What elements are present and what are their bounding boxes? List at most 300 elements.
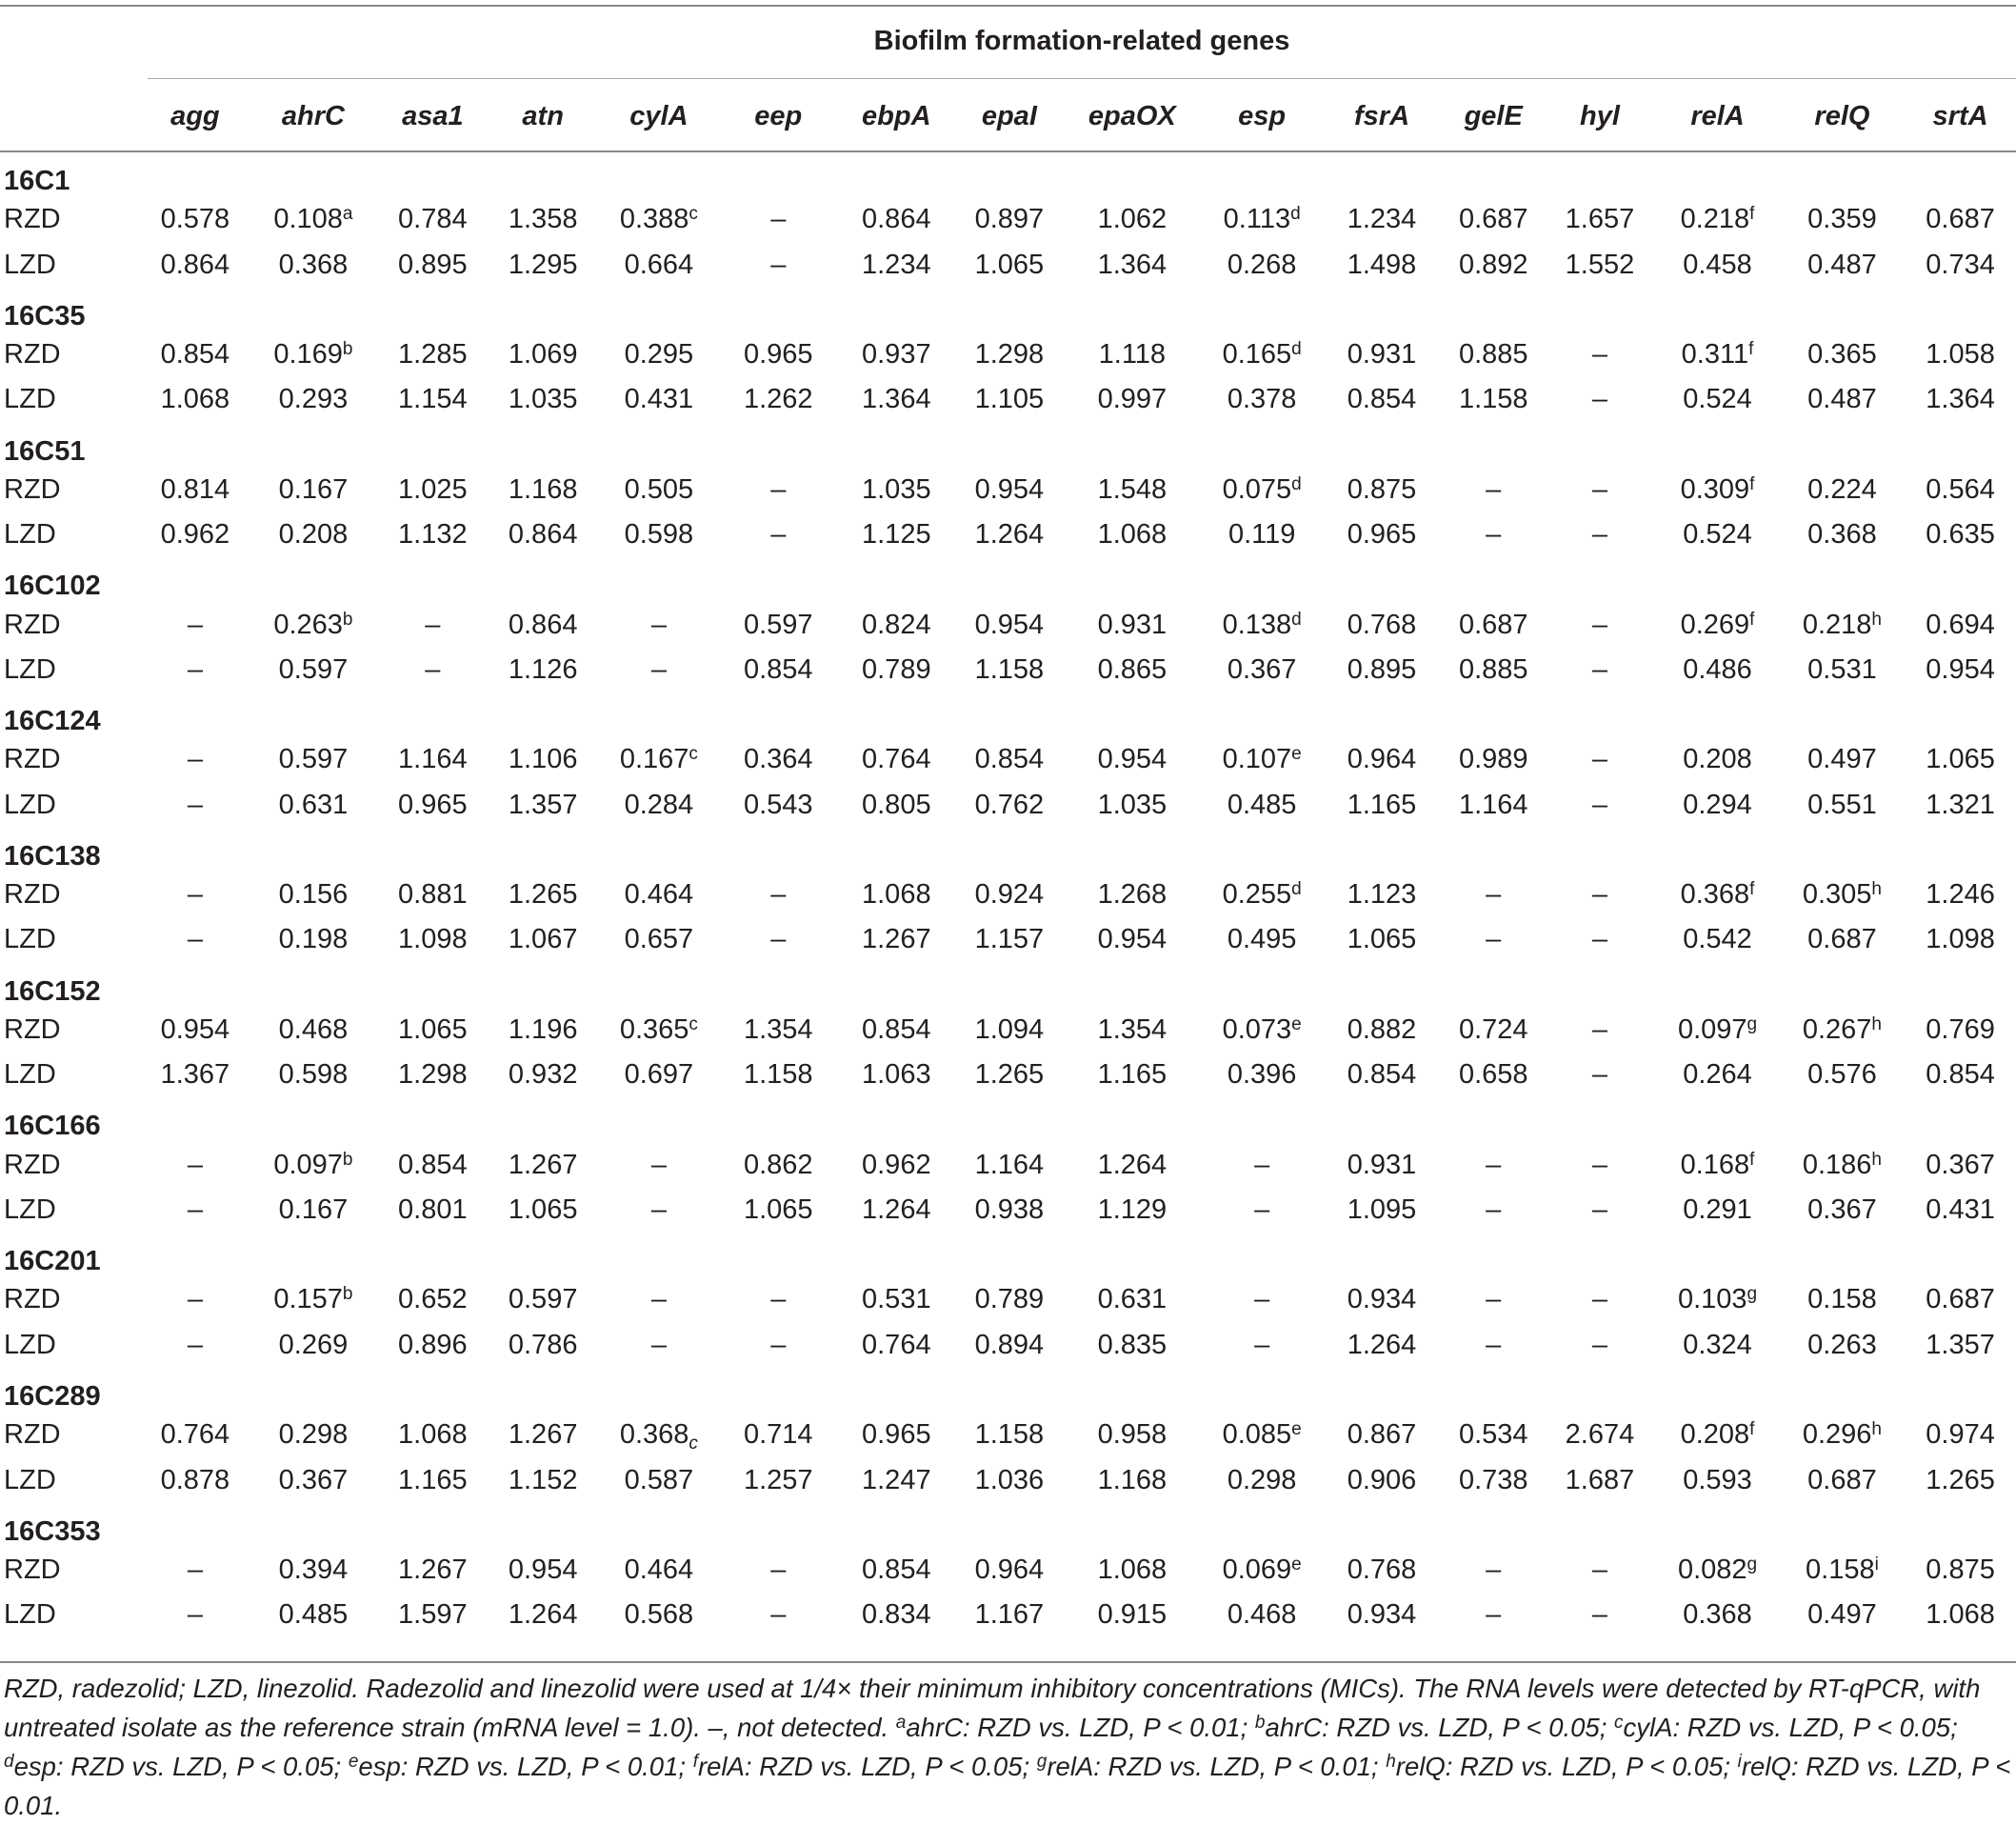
- cell-value: 1.257: [743, 1464, 813, 1495]
- cell-value: 0.768: [1347, 609, 1417, 640]
- cell-value: 0.768: [1347, 1554, 1417, 1585]
- isolate-name: 16C289: [4, 1381, 101, 1413]
- table-cell: [489, 1548, 597, 1593]
- cell-value: 0.724: [1458, 1013, 1528, 1045]
- table-cell: [140, 1457, 250, 1502]
- table-cell: [1655, 1277, 1779, 1322]
- cell-value: 0.769: [1926, 1013, 1995, 1045]
- cell-value: 1.062: [1097, 204, 1168, 235]
- table-cell: [1203, 468, 1321, 512]
- cell-value: 0.597: [743, 609, 813, 640]
- isolate-header-row: [0, 1503, 2016, 1548]
- cell-value: 0.738: [1458, 1464, 1528, 1495]
- column-header: hyl: [1579, 100, 1620, 131]
- table-cell: [250, 783, 376, 828]
- significance-mark: b: [342, 338, 353, 359]
- column-header: agg: [170, 100, 220, 131]
- table-cell: [140, 1277, 250, 1322]
- cell-value: 1.295: [508, 249, 578, 280]
- table-cell: [1905, 468, 2016, 512]
- table-cell: [1655, 783, 1779, 828]
- column-header: relQ: [1814, 100, 1870, 131]
- cell-value: 0.964: [974, 1554, 1045, 1585]
- table-cell: [835, 1008, 957, 1053]
- cell-value: 0.954: [508, 1554, 578, 1585]
- cell-value: 0.264: [1683, 1059, 1752, 1091]
- table-cell: [250, 1593, 376, 1637]
- cell-value: 0.814: [160, 473, 230, 505]
- cell-value: 0.789: [974, 1284, 1045, 1315]
- footnote-mark: g: [1036, 1752, 1048, 1772]
- cell-value: 0.895: [1347, 653, 1417, 685]
- isolate-name: 16C51: [4, 435, 86, 467]
- table-cell: [1203, 332, 1321, 377]
- cell-value: 1.068: [160, 384, 230, 415]
- table-cell: [489, 602, 597, 647]
- table-cell: [1203, 1142, 1321, 1187]
- table-cell: [1203, 242, 1321, 287]
- cell-value: 0.365: [619, 1013, 689, 1045]
- cell-value: –: [187, 1284, 203, 1315]
- significance-mark: c: [689, 744, 698, 765]
- cell-value: 0.931: [1347, 1149, 1417, 1180]
- significance-mark: f: [1749, 1419, 1755, 1440]
- table-cell: [1905, 872, 2016, 917]
- table-cell: [835, 872, 957, 917]
- table-cell: [1203, 1188, 1321, 1233]
- table-cell: [489, 1457, 597, 1502]
- cell-value: 0.964: [1347, 744, 1417, 775]
- table-row: [0, 332, 2016, 377]
- cell-value: 1.687: [1565, 1464, 1635, 1495]
- table-cell: [1545, 197, 1656, 242]
- cell-value: 0.954: [1926, 653, 1995, 685]
- table-cell: [835, 1142, 957, 1187]
- cell-value: 0.085: [1222, 1419, 1292, 1451]
- table-cell: [957, 512, 1061, 557]
- cell-value: 0.364: [743, 744, 813, 775]
- table-cell: [597, 1053, 721, 1097]
- table-cell: [250, 1053, 376, 1097]
- table-cell: [835, 1323, 957, 1368]
- cell-value: 0.263: [1807, 1329, 1877, 1360]
- table-cell: [1203, 1277, 1321, 1322]
- cell-value: –: [1486, 879, 1502, 911]
- cell-value: 1.234: [1347, 204, 1417, 235]
- table-cell: [376, 1008, 489, 1053]
- table-cell: [1905, 737, 2016, 782]
- cell-value: 1.358: [508, 204, 578, 235]
- cell-value: 0.854: [160, 338, 230, 370]
- isolate-header-row: [0, 963, 2016, 1008]
- table-cell: [1062, 872, 1204, 917]
- table-cell: [721, 1323, 835, 1368]
- table-cell: [1545, 468, 1656, 512]
- table-header: [0, 93, 2016, 152]
- cell-value: 0.865: [1097, 653, 1168, 685]
- cell-value: –: [187, 1554, 203, 1585]
- cell-value: –: [770, 1284, 787, 1315]
- cell-value: 0.954: [974, 473, 1045, 505]
- cell-value: 0.938: [974, 1194, 1045, 1226]
- cell-value: 0.801: [398, 1194, 468, 1226]
- table-cell: [1545, 783, 1656, 828]
- significance-mark: h: [1871, 1419, 1882, 1440]
- isolate-header-row: [0, 423, 2016, 468]
- table-cell: [1655, 917, 1779, 962]
- table-cell: [835, 783, 957, 828]
- cell-value: 1.265: [1926, 1464, 1995, 1495]
- cell-value: –: [770, 204, 787, 235]
- table-cell: [721, 1053, 835, 1097]
- cell-value: 0.158: [1807, 1284, 1877, 1315]
- table-cell: [1443, 1188, 1545, 1233]
- cell-value: 0.906: [1347, 1464, 1417, 1495]
- treatment-label: LZD: [4, 1599, 56, 1631]
- table-cell: [1780, 602, 1905, 647]
- table-cell: [1321, 377, 1443, 422]
- cell-value: 1.065: [974, 249, 1045, 280]
- cell-value: 0.593: [1683, 1464, 1752, 1495]
- table-cell: [597, 1188, 721, 1233]
- cell-value: 0.368: [278, 249, 349, 280]
- table-cell: [957, 1457, 1061, 1502]
- table-cell: [1443, 737, 1545, 782]
- table-cell: [250, 1142, 376, 1187]
- treatment-label: RZD: [4, 1284, 61, 1315]
- table-footnote: [4, 1669, 2011, 1825]
- cell-value: 1.068: [1097, 519, 1168, 551]
- table-cell: [597, 917, 721, 962]
- cell-value: 0.835: [1097, 1329, 1168, 1360]
- table-cell: [1655, 737, 1779, 782]
- table-cell: [1321, 512, 1443, 557]
- cell-value: 1.035: [1097, 789, 1168, 820]
- cell-value: 0.954: [1097, 744, 1168, 775]
- cell-value: 0.864: [508, 609, 578, 640]
- cell-value: 0.165: [1222, 338, 1292, 370]
- table-cell: [957, 737, 1061, 782]
- table-cell: [1905, 917, 2016, 962]
- cell-value: 1.063: [862, 1059, 931, 1091]
- table-cell: [489, 512, 597, 557]
- significance-mark: f: [1748, 338, 1754, 359]
- cell-value: 0.365: [1807, 338, 1877, 370]
- cell-value: 0.487: [1807, 384, 1877, 415]
- cell-value: 0.931: [1097, 609, 1168, 640]
- cell-value: 0.892: [1458, 249, 1528, 280]
- cell-value: 1.065: [743, 1194, 813, 1226]
- cell-value: 1.321: [1926, 789, 1995, 820]
- cell-value: 0.657: [624, 924, 694, 955]
- table-cell: [721, 737, 835, 782]
- table-cell: [1062, 1548, 1204, 1593]
- table-cell: [1655, 1323, 1779, 1368]
- cell-value: 0.069: [1222, 1554, 1292, 1585]
- cell-value: 1.152: [508, 1464, 578, 1495]
- column-header: fsrA: [1354, 100, 1410, 131]
- table-cell: [1780, 197, 1905, 242]
- cell-value: 1.035: [862, 473, 931, 505]
- table-cell: [1780, 1277, 1905, 1322]
- table-cell: [1062, 1323, 1204, 1368]
- cell-value: 1.065: [508, 1194, 578, 1226]
- table-cell: [597, 1413, 721, 1457]
- table-cell: [250, 1457, 376, 1502]
- cell-value: 0.298: [1227, 1464, 1297, 1495]
- table-cell: [957, 332, 1061, 377]
- table-cell: [835, 1593, 957, 1637]
- cell-value: –: [425, 653, 441, 685]
- group-header-rule: [148, 78, 2016, 79]
- table-cell: [376, 1457, 489, 1502]
- table-cell: [597, 648, 721, 692]
- table-cell: [721, 1593, 835, 1637]
- table-cell: [1443, 197, 1545, 242]
- table-cell: [376, 1593, 489, 1637]
- significance-mark: f: [1749, 204, 1755, 225]
- table-cell: [1321, 917, 1443, 962]
- table-cell: [140, 512, 250, 557]
- cell-value: 1.132: [398, 519, 468, 551]
- table-cell: [1203, 197, 1321, 242]
- table-cell: [957, 783, 1061, 828]
- cell-value: –: [1486, 1554, 1502, 1585]
- cell-value: 0.468: [1227, 1599, 1297, 1631]
- cell-value: –: [1591, 744, 1608, 775]
- cell-value: 0.368: [1807, 519, 1877, 551]
- table-cell: [1321, 197, 1443, 242]
- table-cell: [835, 1548, 957, 1593]
- table-cell: [140, 737, 250, 782]
- cell-value: 1.105: [974, 384, 1045, 415]
- significance-mark: e: [1291, 1013, 1302, 1034]
- cell-value: 0.524: [1683, 519, 1752, 551]
- treatment-label: RZD: [4, 1013, 61, 1045]
- table-cell: [721, 1142, 835, 1187]
- cell-value: –: [1254, 1149, 1270, 1180]
- cell-value: 0.631: [1097, 1284, 1168, 1315]
- cell-value: 0.864: [160, 249, 230, 280]
- table-cell: [597, 602, 721, 647]
- cell-value: 1.267: [398, 1554, 468, 1585]
- table-cell: [1321, 1053, 1443, 1097]
- cell-value: –: [187, 609, 203, 640]
- isolate-name: 16C166: [4, 1111, 101, 1142]
- cell-value: –: [187, 653, 203, 685]
- cell-value: 1.285: [398, 338, 468, 370]
- table-cell: [1203, 1593, 1321, 1637]
- cell-value: 1.262: [743, 384, 813, 415]
- cell-value: 1.364: [1097, 249, 1168, 280]
- table-cell: [1321, 1142, 1443, 1187]
- table-cell: [1545, 602, 1656, 647]
- cell-value: 0.097: [273, 1149, 343, 1180]
- cell-value: –: [650, 609, 667, 640]
- cell-value: 0.864: [508, 519, 578, 551]
- table-cell: [1062, 1413, 1204, 1457]
- table-cell: [376, 648, 489, 692]
- table-cell: [835, 1188, 957, 1233]
- table-cell: [597, 512, 721, 557]
- table-cell: [1545, 648, 1656, 692]
- table-cell: [140, 1008, 250, 1053]
- cell-value: –: [1486, 1194, 1502, 1226]
- treatment-label: RZD: [4, 1419, 61, 1451]
- significance-mark: c: [689, 204, 698, 225]
- table-cell: [721, 377, 835, 422]
- cell-value: 2.674: [1565, 1419, 1635, 1451]
- cell-value: 0.694: [1926, 609, 1995, 640]
- table-cell: [1545, 1053, 1656, 1097]
- table-row: [0, 512, 2016, 557]
- table-cell: [1443, 1053, 1545, 1097]
- table-cell: [140, 602, 250, 647]
- table-cell: [957, 1548, 1061, 1593]
- cell-value: 1.165: [1097, 1059, 1168, 1091]
- significance-mark: e: [1291, 1419, 1302, 1440]
- table-cell: [1655, 377, 1779, 422]
- treatment-label: LZD: [4, 924, 56, 955]
- cell-value: 0.368: [619, 1419, 689, 1451]
- cell-value: –: [187, 879, 203, 911]
- cell-value: 1.168: [508, 473, 578, 505]
- column-header: eep: [754, 100, 803, 131]
- table-cell: [1905, 377, 2016, 422]
- significance-mark: b: [342, 1149, 353, 1170]
- cell-value: 0.854: [743, 653, 813, 685]
- cell-value: 1.158: [974, 1419, 1045, 1451]
- cell-value: 1.158: [743, 1059, 813, 1091]
- table-cell: [250, 917, 376, 962]
- cell-value: 1.106: [508, 744, 578, 775]
- table-cell: [1780, 1457, 1905, 1502]
- table-cell: [1321, 602, 1443, 647]
- table-cell: [835, 468, 957, 512]
- cell-value: 1.548: [1097, 473, 1168, 505]
- table-cell: [1321, 737, 1443, 782]
- isolate-name: 16C152: [4, 975, 101, 1007]
- cell-value: –: [425, 609, 441, 640]
- cell-value: –: [1591, 473, 1608, 505]
- significance-mark: f: [1749, 1149, 1755, 1170]
- table-row: [0, 872, 2016, 917]
- cell-value: 0.167: [278, 473, 349, 505]
- cell-value: 0.284: [624, 789, 694, 820]
- table-cell: [489, 1323, 597, 1368]
- cell-value: 0.138: [1222, 609, 1292, 640]
- cell-value: 0.263: [273, 609, 343, 640]
- cell-value: 1.167: [974, 1599, 1045, 1631]
- table-cell: [376, 602, 489, 647]
- table-cell: [1655, 242, 1779, 287]
- cell-value: 1.058: [1926, 338, 1995, 370]
- table-cell: [1203, 1457, 1321, 1502]
- table-cell: [140, 648, 250, 692]
- table-cell: [1321, 872, 1443, 917]
- cell-value: 0.587: [624, 1464, 694, 1495]
- cell-value: 0.664: [624, 249, 694, 280]
- cell-value: 0.786: [508, 1329, 578, 1360]
- significance-mark: f: [1749, 473, 1755, 494]
- table-cell: [835, 242, 957, 287]
- table-cell: [1780, 737, 1905, 782]
- cell-value: 0.965: [743, 338, 813, 370]
- cell-value: 1.364: [862, 384, 931, 415]
- cell-value: –: [1254, 1194, 1270, 1226]
- cell-value: 0.169: [273, 338, 343, 370]
- footnote-mark: i: [1737, 1752, 1742, 1772]
- cell-value: 1.264: [1347, 1329, 1417, 1360]
- table-row: [0, 1548, 2016, 1593]
- table-cell: [957, 648, 1061, 692]
- table-cell: [489, 1142, 597, 1187]
- cell-value: 0.989: [1458, 744, 1528, 775]
- cell-value: 0.597: [508, 1284, 578, 1315]
- treatment-label: RZD: [4, 1554, 61, 1585]
- table-cell: [1780, 512, 1905, 557]
- cell-value: 0.218: [1680, 204, 1750, 235]
- isolate-header-row: [0, 152, 2016, 197]
- table-cell: [489, 242, 597, 287]
- table-cell: [1545, 737, 1656, 782]
- table-cell: [1443, 512, 1545, 557]
- table-cell: [835, 1277, 957, 1322]
- cell-value: 1.158: [1458, 384, 1528, 415]
- treatment-label: LZD: [4, 249, 56, 280]
- table-cell: [1905, 1277, 2016, 1322]
- cell-value: 1.036: [974, 1464, 1045, 1495]
- cell-value: 1.154: [398, 384, 468, 415]
- table-row: [0, 1053, 2016, 1097]
- table-cell: [489, 377, 597, 422]
- cell-value: 1.268: [1097, 879, 1168, 911]
- table-cell: [1655, 1053, 1779, 1097]
- isolate-header-row: [0, 692, 2016, 737]
- table-cell: [1321, 468, 1443, 512]
- treatment-label: RZD: [4, 609, 61, 640]
- cell-value: 0.687: [1926, 1284, 1995, 1315]
- table-cell: [489, 917, 597, 962]
- cell-value: 0.495: [1227, 924, 1297, 955]
- cell-value: 0.697: [624, 1059, 694, 1091]
- cell-value: 0.485: [278, 1599, 349, 1631]
- table-cell: [597, 1593, 721, 1637]
- table-cell: [835, 197, 957, 242]
- cell-value: 0.082: [1677, 1554, 1747, 1585]
- cell-value: 0.531: [862, 1284, 931, 1315]
- cell-value: 1.498: [1347, 249, 1417, 280]
- cell-value: 1.265: [974, 1059, 1045, 1091]
- table-cell: [1321, 1548, 1443, 1593]
- table-row: [0, 1008, 2016, 1053]
- cell-value: 1.068: [1097, 1554, 1168, 1585]
- cell-value: 0.394: [278, 1554, 349, 1585]
- table-cell: [1905, 1323, 2016, 1368]
- table-row: [0, 1277, 2016, 1322]
- table-cell: [1062, 602, 1204, 647]
- cell-value: 0.324: [1683, 1329, 1752, 1360]
- table-cell: [835, 737, 957, 782]
- cell-value: –: [770, 1329, 787, 1360]
- cell-value: 1.126: [508, 653, 578, 685]
- footnote-note: relQ: RZD vs. LZD, P < 0.05;: [1395, 1752, 1731, 1781]
- cell-value: 0.075: [1222, 473, 1292, 505]
- cell-value: 0.298: [278, 1419, 349, 1451]
- table-cell: [1203, 737, 1321, 782]
- table-cell: [1203, 1053, 1321, 1097]
- cell-value: 0.714: [743, 1419, 813, 1451]
